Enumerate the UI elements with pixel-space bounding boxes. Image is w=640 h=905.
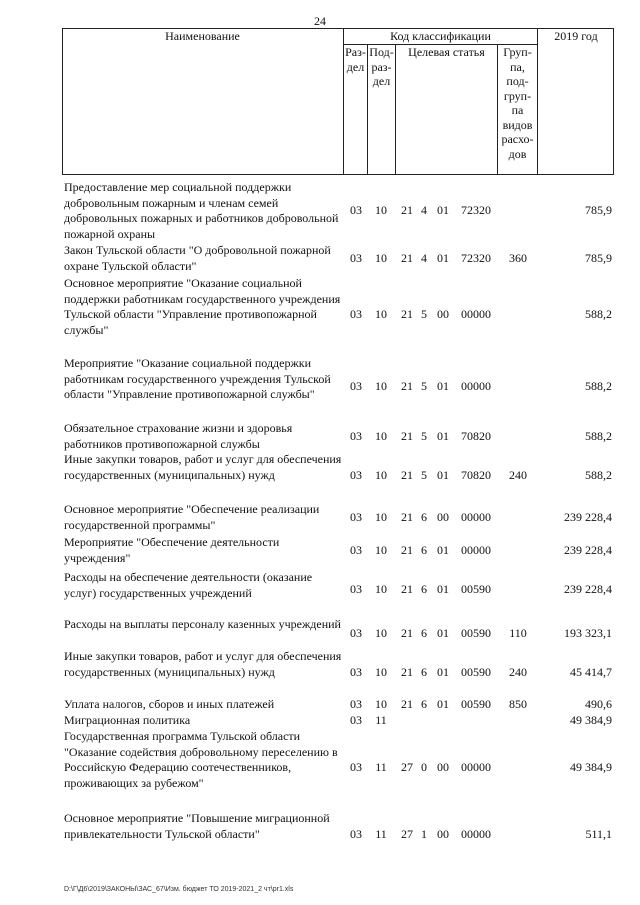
row-c2: 5 [421, 429, 427, 443]
header-podrazdel-text: Под- раз- дел [369, 45, 394, 88]
row-vr: 850 [509, 697, 527, 711]
row-amount: 588,2 [585, 468, 612, 482]
row-vr: 110 [509, 626, 527, 640]
row-pr: 10 [375, 510, 387, 524]
row-name: Иные закупки товаров, работ и услуг для обеспечения государственных (муниципальных) нужд [64, 649, 342, 679]
row-c3: 01 [437, 626, 449, 640]
header-name-text: Наименование [165, 29, 240, 43]
row-c3: 01 [437, 379, 449, 393]
row-pr: 10 [375, 626, 387, 640]
row-c2: 6 [421, 626, 427, 640]
row-c3: 00 [437, 510, 449, 524]
row-c1: 21 [401, 626, 413, 640]
row-name: Иные закупки товаров, работ и услуг для обеспечения государственных (муниципальных) нужд [64, 452, 342, 482]
row-c3: 01 [437, 582, 449, 596]
row-rz: 03 [350, 251, 362, 265]
header-razdel [344, 45, 368, 175]
row-c2: 4 [421, 203, 427, 217]
header-podrazdel [368, 45, 396, 175]
file-path-footer: D:\Г\Д6\2019\ЗАКОНЫ\ЗАС_67\Изм. бюджет ТО 2019-2021_2 чт\pr1.xls [64, 886, 294, 893]
header-group-text: Груп- па, под- груп- па видов расхо- дов [501, 45, 534, 161]
row-c4: 00000 [461, 760, 491, 774]
row-vr: 360 [509, 251, 527, 265]
row-amount: 193 323,1 [564, 626, 612, 640]
row-amount: 490,6 [585, 697, 612, 711]
row-vr: 240 [509, 468, 527, 482]
row-c2: 6 [421, 543, 427, 557]
row-c3: 01 [437, 697, 449, 711]
row-pr: 10 [375, 429, 387, 443]
row-amount: 49 384,9 [570, 760, 612, 774]
row-c4: 00000 [461, 543, 491, 557]
row-c2: 5 [421, 379, 427, 393]
row-c4: 00590 [461, 626, 491, 640]
row-amount: 239 228,4 [564, 510, 612, 524]
row-amount: 45 414,7 [570, 665, 612, 679]
row-c3: 01 [437, 429, 449, 443]
row-c2: 6 [421, 582, 427, 596]
row-pr: 10 [375, 251, 387, 265]
row-c1: 27 [401, 760, 413, 774]
row-pr: 10 [375, 582, 387, 596]
header-code-group-text: Код классификации [390, 29, 491, 43]
row-name: Государственная программа Тульской области "Оказание содействия добровольному переселению в Российскую Федерацию соотечественников, проживающих за рубежом" [64, 729, 338, 790]
row-rz: 03 [350, 697, 362, 711]
row-c4: 00590 [461, 665, 491, 679]
row-name: Расходы на обеспечение деятельности (оказание услуг) государственных учреждений [64, 570, 313, 600]
row-c1: 21 [401, 468, 413, 482]
row-c1: 21 [401, 203, 413, 217]
row-c2: 5 [421, 468, 427, 482]
row-c1: 21 [401, 429, 413, 443]
row-rz: 03 [350, 429, 362, 443]
row-c1: 21 [401, 582, 413, 596]
row-c4: 70820 [461, 468, 491, 482]
row-c4: 00590 [461, 697, 491, 711]
row-amount: 49 384,9 [570, 713, 612, 727]
row-pr: 10 [375, 468, 387, 482]
row-c1: 21 [401, 251, 413, 265]
row-c4: 00000 [461, 379, 491, 393]
row-c1: 21 [401, 543, 413, 557]
row-amount: 239 228,4 [564, 582, 612, 596]
row-pr: 10 [375, 697, 387, 711]
row-name: Мероприятие "Оказание социальной поддержки работникам государственного учреждения Тульской области "Управление противопожарной службы" [64, 356, 331, 401]
row-name: Основное мероприятие "Повышение миграционной привлекательности Тульской области" [64, 811, 330, 841]
row-c4: 72320 [461, 251, 491, 265]
row-rz: 03 [350, 713, 362, 727]
row-c3: 01 [437, 203, 449, 217]
row-pr: 10 [375, 379, 387, 393]
row-amount: 239 228,4 [564, 543, 612, 557]
row-c3: 00 [437, 827, 449, 841]
row-c3: 01 [437, 251, 449, 265]
row-pr: 10 [375, 203, 387, 217]
row-amount: 785,9 [585, 251, 612, 265]
row-c3: 00 [437, 760, 449, 774]
row-c3: 01 [437, 543, 449, 557]
row-amount: 511,1 [585, 827, 612, 841]
row-name: Основное мероприятие "Оказание социальной поддержки работникам государственного учреждения Тульской области "Управление противопожарной службы" [64, 276, 341, 337]
row-rz: 03 [350, 626, 362, 640]
row-c2: 5 [421, 307, 427, 321]
row-pr: 10 [375, 307, 387, 321]
row-c2: 6 [421, 665, 427, 679]
row-c4: 00590 [461, 582, 491, 596]
row-c4: 00000 [461, 510, 491, 524]
header-name [62, 29, 344, 175]
row-c1: 27 [401, 827, 413, 841]
row-amount: 588,2 [585, 307, 612, 321]
header-year-text: 2019 год [554, 29, 598, 43]
header-code-group [344, 29, 538, 45]
row-pr: 11 [375, 760, 387, 774]
row-c2: 6 [421, 697, 427, 711]
header-target-text: Целевая статья [408, 45, 485, 59]
row-c2: 1 [421, 827, 427, 841]
row-pr: 11 [375, 713, 387, 727]
row-c3: 01 [437, 468, 449, 482]
row-c4: 00000 [461, 307, 491, 321]
row-c2: 6 [421, 510, 427, 524]
row-pr: 10 [375, 543, 387, 557]
row-rz: 03 [350, 468, 362, 482]
header-razdel-text: Раз- дел [345, 45, 366, 74]
row-rz: 03 [350, 543, 362, 557]
row-amount: 588,2 [585, 379, 612, 393]
row-name: Основное мероприятие "Обеспечение реализации государственной программы" [64, 502, 320, 532]
header-group [498, 45, 538, 175]
row-c3: 00 [437, 307, 449, 321]
row-c1: 21 [401, 665, 413, 679]
row-pr: 10 [375, 665, 387, 679]
row-rz: 03 [350, 665, 362, 679]
row-name: Предоставление мер социальной поддержки добровольным пожарным и членам семей добровольных пожарных и работников добровольной пожарной охраны [64, 180, 339, 241]
row-name: Мероприятие "Обеспечение деятельности учреждения" [64, 535, 280, 565]
row-c3: 01 [437, 665, 449, 679]
row-c1: 21 [401, 697, 413, 711]
row-c1: 21 [401, 510, 413, 524]
row-rz: 03 [350, 582, 362, 596]
row-c4: 00000 [461, 827, 491, 841]
header-target [396, 45, 498, 175]
header-year [538, 29, 614, 175]
page-number: 24 [314, 14, 326, 28]
row-name: Расходы на выплаты персоналу казенных учреждений [64, 617, 341, 631]
row-amount: 588,2 [585, 429, 612, 443]
row-name: Обязательное страхование жизни и здоровья работников противопожарной службы [64, 421, 293, 451]
row-rz: 03 [350, 510, 362, 524]
row-rz: 03 [350, 827, 362, 841]
row-c1: 21 [401, 379, 413, 393]
row-rz: 03 [350, 379, 362, 393]
row-name: Миграционная политика [64, 713, 191, 727]
row-pr: 11 [375, 827, 387, 841]
row-rz: 03 [350, 760, 362, 774]
row-c2: 4 [421, 251, 427, 265]
row-rz: 03 [350, 307, 362, 321]
row-c4: 72320 [461, 203, 491, 217]
row-name: Закон Тульской области "О добровольной пожарной охране Тульской области" [64, 243, 331, 273]
row-rz: 03 [350, 203, 362, 217]
row-amount: 785,9 [585, 203, 612, 217]
row-c1: 21 [401, 307, 413, 321]
row-c2: 0 [421, 760, 427, 774]
row-c4: 70820 [461, 429, 491, 443]
row-vr: 240 [509, 665, 527, 679]
row-name: Уплата налогов, сборов и иных платежей [64, 697, 275, 711]
